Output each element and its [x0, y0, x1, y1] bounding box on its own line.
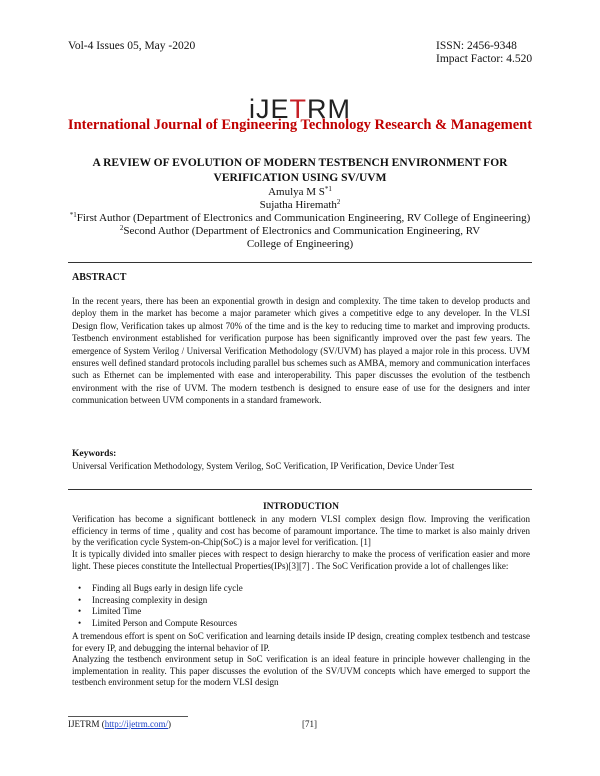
logo-accent-letter: T: [289, 94, 307, 124]
affiliation-2-text: Second Author (Department of Electronics and Communication Engineering, RV College of Engineering): [123, 225, 481, 250]
paper-title: A REVIEW OF EVOLUTION OF MODERN TESTBENCH ENVIRONMENT FOR VERIFICATION USING SV/UVM: [92, 157, 508, 184]
keywords-text: Universal Verification Methodology, System Verilog, SoC Verification, IP Verification, Device Under Test: [72, 461, 455, 471]
list-item: • Finding all Bugs early in design life cycle: [72, 583, 530, 595]
author-1-name: Amulya M S: [268, 186, 325, 198]
footer-close-paren: ): [168, 719, 171, 729]
affiliation-2: [105, 225, 495, 251]
author-2-mark: 2: [336, 198, 341, 206]
affiliation-1-text: First Author (Department of Electronics and Communication Engineering, RV College of Engineering): [76, 212, 531, 224]
page-number: [71]: [302, 719, 317, 729]
affiliation-2-mark: 2: [119, 224, 124, 232]
author-2-name: Sujatha Hiremath: [259, 199, 337, 211]
intro-paragraph-4: Analyzing the testbench environment setup in SoC verification is an ideal feature in principle however challenging in the implementation in reality. This paper discusses the evolution of the SV/UVM concepts which have emerged to support the testbench environment setup for the modern VLSI design: [72, 654, 530, 688]
logo-suffix: RM: [307, 94, 351, 124]
keywords-heading: Keywords:: [72, 449, 117, 459]
journal-website-link[interactable]: http://ijetrm.com/: [104, 719, 168, 729]
introduction-heading: INTRODUCTION: [262, 502, 339, 512]
challenges-list: [72, 583, 530, 629]
abstract-heading: ABSTRACT: [72, 272, 127, 283]
author-1-mark: *1: [324, 185, 332, 193]
impact-factor: Impact Factor: 4.520: [436, 53, 533, 65]
author-1: [60, 186, 540, 199]
abstract-text: In the recent years, there has been an exponential growth in design and complexity. The time taken to develop products and deploy them in the market has become a major parameter which gives a competitive edge to any developer. In the VLSI Design flow, Verification takes up almost 70% of the time and is the key to reducing time to market and improving products. Testbench environment established for verification purpose has been significantly improved over the past few years. The emergence of System Verilog / Universal Verification Methodology (SV/UVM) has played a major role in this process. UVM ensures well defined standard protocols including parallel bus schemes such as AMBA, memory and communication interfaces such as Ethernet can be implemented with ease and interoperability. This paper discusses the evolution of the testbench environment with the rise of UVM. The modern testbench is designed to ensure ease of use for the designers and inter communication between UVM components in a standard framework.: [72, 296, 530, 406]
volume-info: Vol-4 Issues 05, May -2020: [68, 40, 196, 52]
footer-journal: [68, 719, 171, 729]
footer-open-paren: (: [99, 719, 105, 729]
abstract-top-rule: [68, 262, 532, 263]
affiliation-1-mark: *1: [69, 211, 77, 219]
issn: ISSN: 2456-9348: [436, 40, 517, 52]
list-item: • Increasing complexity in design: [72, 595, 530, 607]
list-item: • Limited Time: [72, 606, 530, 618]
footer-abbr: IJETRM: [68, 719, 100, 729]
footer-rule: [68, 716, 188, 717]
affiliation-1: [60, 212, 540, 225]
intro-paragraph-2: It is typically divided into smaller pieces with respect to design hierarchy to make the process of verification easier and more light. These pieces constitute the Intellectual Properties(IPs)[3][7] . The SoC Verification provide a lot of challenges like:: [72, 549, 530, 571]
intro-paragraph-3: A tremendous effort is spent on SoC verification and learning details inside IP design, creating complex testbench and testcase for every IP, and debugging the internal behavior of IP.: [72, 631, 530, 653]
logo-prefix: iJE: [248, 94, 290, 124]
intro-paragraph-1: Verification has become a significant bottleneck in any modern VLSI complex design flow. Improving the verification efficiency in terms of time , quality and cost has become of paramount importance. The time to market is also mainly driven by the verification cycle System-on-Chip(SoC) is a major level for verification. [1]: [72, 514, 530, 548]
keywords-bottom-rule: [68, 489, 532, 490]
author-2: [60, 199, 540, 212]
list-item: • Limited Person and Compute Resources: [72, 618, 530, 630]
journal-name: International Journal of Engineering Technology Research & Management: [67, 117, 533, 133]
